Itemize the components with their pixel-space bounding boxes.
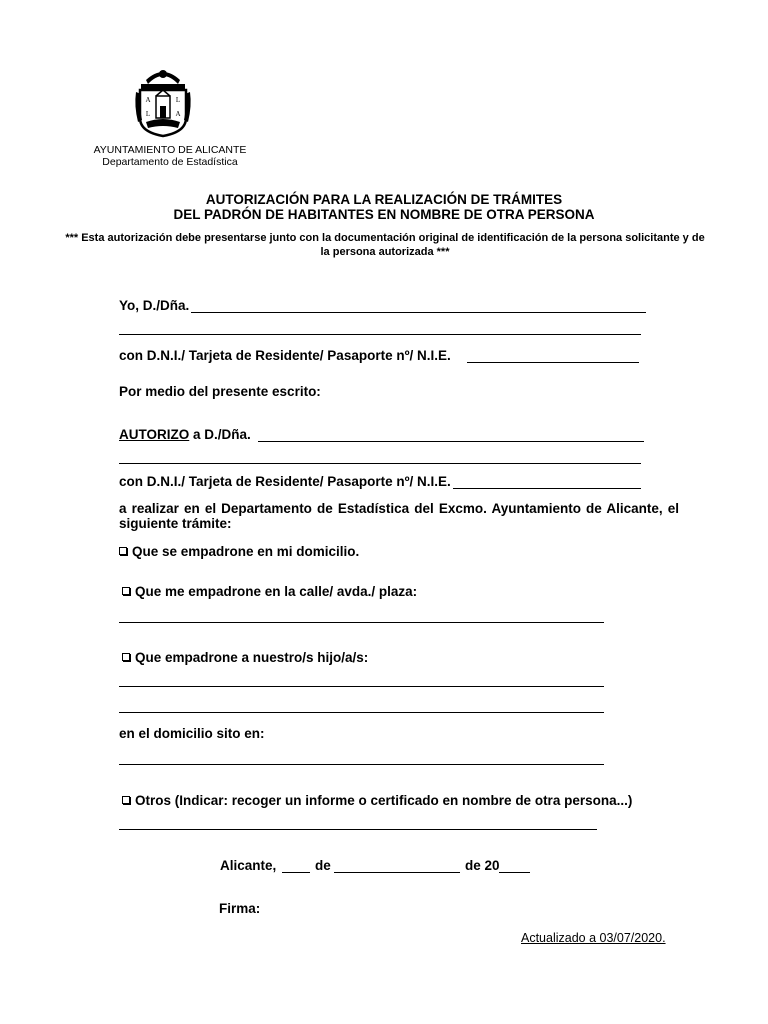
updated-date: Actualizado a 03/07/2020. [521, 931, 666, 945]
authorize-label [119, 427, 251, 443]
authorize-keyword: AUTORIZO [119, 427, 190, 442]
address-field[interactable] [119, 764, 604, 765]
authorized-person-label: a D./Dña. [189, 427, 251, 442]
other-field[interactable] [119, 829, 597, 830]
checkbox-icon[interactable] [122, 587, 130, 595]
address-label: en el domicilio sito en: [119, 726, 265, 741]
crest-letter-3: L [145, 110, 151, 118]
organization-name: AYUNTAMIENTO DE ALICANTE [93, 144, 247, 156]
department-name: Departamento de Estadística [102, 156, 238, 168]
children-field-2[interactable] [119, 712, 604, 713]
document-title-line-1: AUTORIZACIÓN PARA LA REALIZACIÓN DE TRÁMITES [205, 192, 563, 207]
option-register-children[interactable] [122, 650, 368, 666]
option-2-label: Que me empadrone en la calle/ avda./ plaza: [135, 584, 418, 599]
children-field-1[interactable] [119, 686, 604, 687]
year-field[interactable] [499, 872, 530, 873]
month-field[interactable] [334, 872, 460, 873]
authorized-name-field[interactable] [258, 441, 644, 442]
street-field[interactable] [119, 622, 604, 623]
crest-letter-2: L [175, 96, 181, 104]
day-field[interactable] [282, 872, 310, 873]
option-1-label: Que se empadrone en mi domicilio. [132, 544, 360, 559]
city-crest-logo [134, 66, 192, 138]
checkbox-icon[interactable] [122, 653, 130, 661]
authorized-id-label: con D.N.I./ Tarjeta de Residente/ Pasaporte nº/ N.I.E. [119, 474, 451, 489]
year-label: de 20 [465, 858, 500, 873]
checkbox-icon[interactable] [119, 547, 127, 555]
applicant-name-field-continued[interactable] [119, 334, 641, 335]
option-3-label: Que empadrone a nuestro/s hijo/a/s: [135, 650, 369, 665]
crest-letter-4: A [175, 110, 181, 118]
applicant-id-field[interactable] [467, 362, 639, 363]
place-label: Alicante, [220, 858, 277, 873]
by-means-text: Por medio del presente escrito: [119, 384, 321, 399]
crest-letter-1: A [145, 96, 151, 104]
authorized-name-field-continued[interactable] [119, 463, 641, 464]
document-title-line-2: DEL PADRÓN DE HABITANTES EN NOMBRE DE OTRA PERSONA [173, 207, 595, 222]
signature-label: Firma: [219, 901, 261, 916]
applicant-label: Yo, D./Dña. [119, 298, 190, 313]
de-label-1: de [315, 858, 331, 873]
authorized-id-field[interactable] [453, 488, 641, 489]
purpose-text: a realizar en el Departamento de Estadística del Excmo. Ayuntamiento de Alicante, el siguiente trámite: [119, 501, 679, 531]
option-register-me-at-street[interactable] [122, 584, 417, 600]
option-other[interactable] [122, 793, 632, 809]
option-4-label: Otros (Indicar: recoger un informe o certificado en nombre de otra persona...) [135, 793, 633, 808]
checkbox-icon[interactable] [122, 796, 130, 804]
applicant-name-field[interactable] [191, 312, 646, 313]
notice-text: *** Esta autorización debe presentarse junto con la documentación original de identificación de la persona solicitante y de la persona autorizada *** [65, 232, 705, 258]
applicant-id-label: con D.N.I./ Tarjeta de Residente/ Pasaporte nº/ N.I.E. [119, 348, 451, 363]
option-register-at-my-home[interactable] [119, 544, 359, 560]
